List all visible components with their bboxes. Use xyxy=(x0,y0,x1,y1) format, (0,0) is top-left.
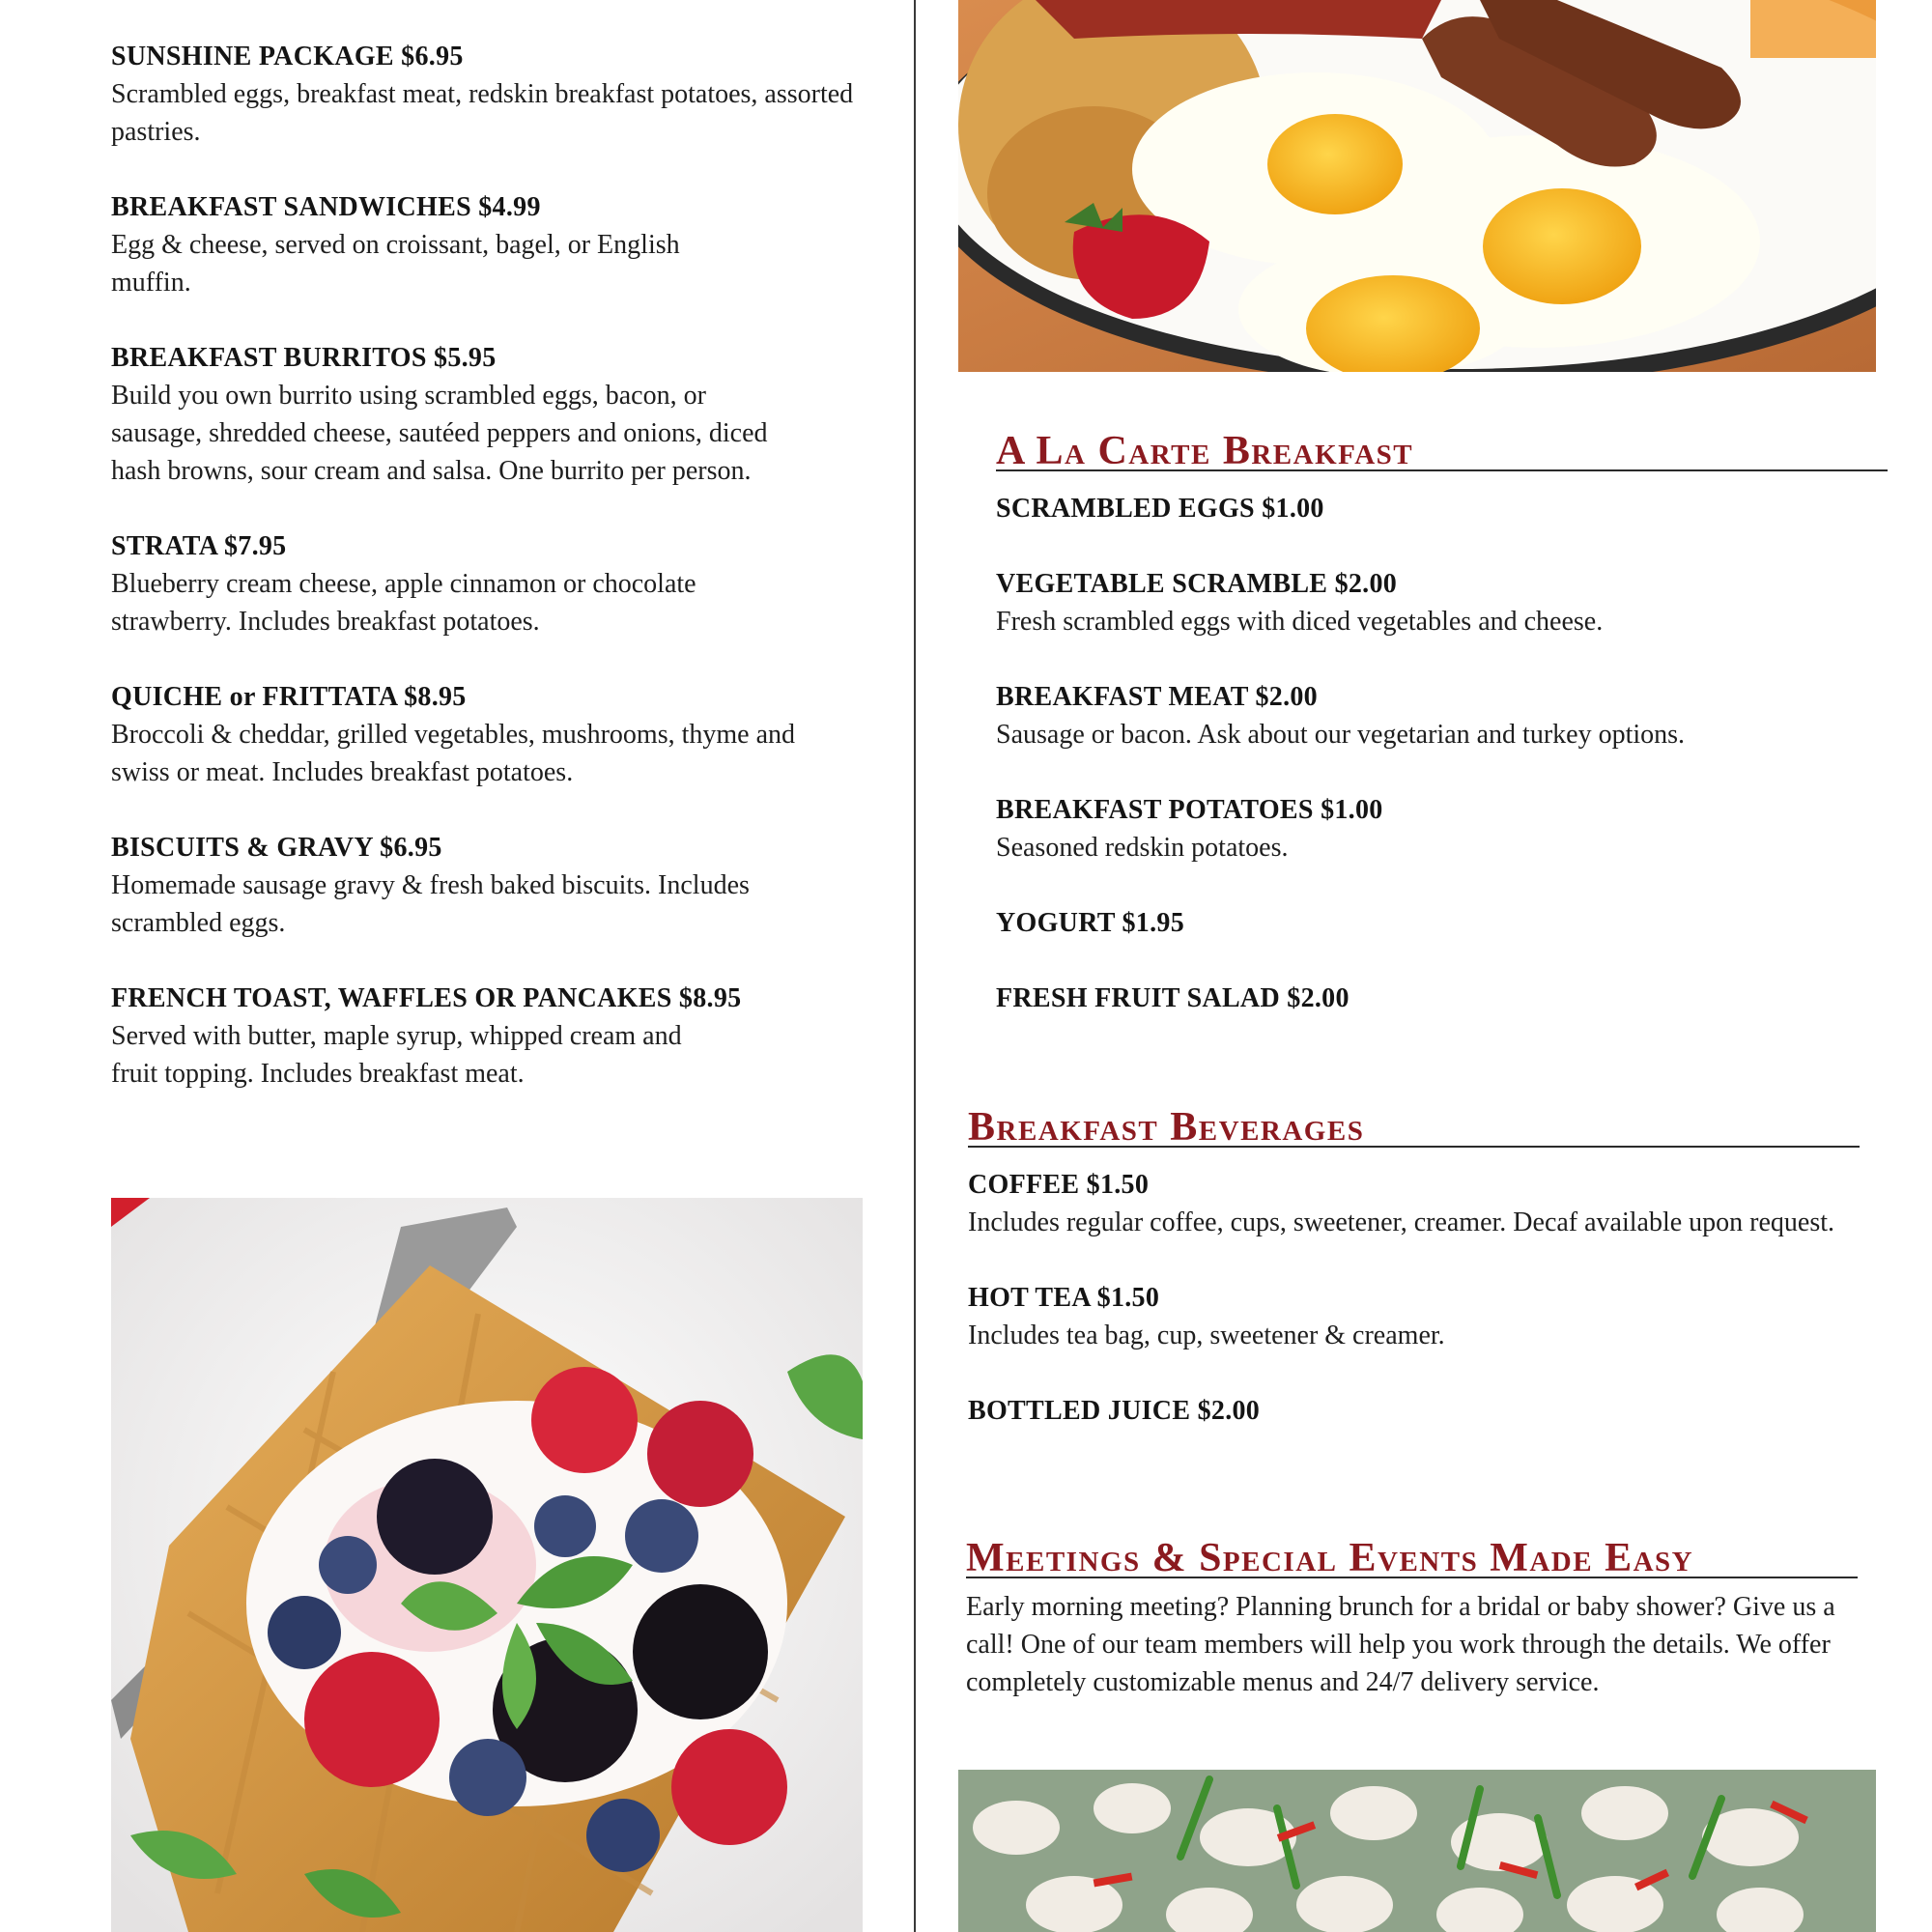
menu-item xyxy=(996,491,1888,527)
menu-item-description: Fresh scrambled eggs with diced vegetables and cheese. xyxy=(996,607,1604,637)
section-body xyxy=(966,1588,1858,1701)
menu-item-title: FRESH FRUIT SALAD $2.00 xyxy=(996,983,1350,1013)
menu-item-description: Blueberry cream cheese, apple cinnamon or chocolate strawberry. Includes breakfast potatoes. xyxy=(111,569,696,637)
menu-item-title: HOT TEA $1.50 xyxy=(968,1283,1160,1313)
menu-item xyxy=(111,528,865,640)
menu-item-title: SCRAMBLED EGGS $1.00 xyxy=(996,494,1324,524)
menu-item-title: YOGURT $1.95 xyxy=(996,908,1185,938)
menu-item-title: QUICHE or FRITTATA $8.95 xyxy=(111,682,467,712)
left-menu-column xyxy=(111,39,865,1131)
menu-item xyxy=(111,39,865,151)
section-body xyxy=(996,491,1888,1017)
menu-item xyxy=(111,189,865,301)
menu-item-title: SUNSHINE PACKAGE $6.95 xyxy=(111,42,464,71)
menu-item-title: COFFEE $1.50 xyxy=(968,1170,1150,1200)
menu-item-description: Seasoned redskin potatoes. xyxy=(996,833,1289,863)
menu-item xyxy=(996,566,1888,640)
menu-item-title: BREAKFAST MEAT $2.00 xyxy=(996,682,1318,712)
catering-platter-photo xyxy=(958,1770,1876,1932)
meetings-events-section xyxy=(966,1534,1858,1701)
menu-item-description: Egg & cheese, served on croissant, bagel, or English muffin. xyxy=(111,230,680,298)
menu-item-title: FRENCH TOAST, WAFFLES OR PANCAKES $8.95 xyxy=(111,983,742,1013)
menu-item-title: BREAKFAST BURRITOS $5.95 xyxy=(111,343,497,373)
section-heading: Breakfast Beverages xyxy=(968,1105,1365,1150)
menu-item xyxy=(996,980,1888,1017)
menu-item xyxy=(111,679,865,791)
menu-item-description: Sausage or bacon. Ask about our vegetarian and turkey options. xyxy=(996,720,1686,750)
waffle-photo xyxy=(111,1198,863,1932)
menu-item xyxy=(996,679,1888,753)
menu-item xyxy=(968,1280,1860,1354)
menu-item-title: BISCUITS & GRAVY $6.95 xyxy=(111,833,442,863)
menu-item xyxy=(111,980,865,1093)
menu-item-description: Scrambled eggs, breakfast meat, redskin breakfast potatoes, assorted pastries. xyxy=(111,79,854,147)
breakfast-plate-photo xyxy=(958,0,1876,372)
menu-item-description: Includes regular coffee, cups, sweetener, creamer. Decaf available upon request. xyxy=(968,1208,1835,1237)
section-body xyxy=(968,1167,1860,1430)
menu-item-title: VEGETABLE SCRAMBLE $2.00 xyxy=(996,569,1398,599)
menu-item-title: BREAKFAST SANDWICHES $4.99 xyxy=(111,192,541,222)
menu-item-description: Broccoli & cheddar, grilled vegetables, mushrooms, thyme and swiss or meat. Includes breakfast potatoes. xyxy=(111,720,796,787)
events-description: Early morning meeting? Planning brunch for a bridal or baby shower? Give us a call! One of our team members will help you work through the details. We offer completely customizable menus and 24/7 delivery service. xyxy=(966,1592,1835,1697)
menu-item xyxy=(996,905,1888,942)
menu-item-description: Build you own burrito using scrambled eggs, bacon, or sausage, shredded cheese, sautéed peppers and onions, diced hash browns, sour cream and salsa. One burrito per person. xyxy=(111,381,768,486)
menu-item xyxy=(996,792,1888,867)
breakfast-beverages-section xyxy=(968,1103,1860,1468)
column-divider xyxy=(914,0,916,1932)
menu-item-title: BREAKFAST POTATOES $1.00 xyxy=(996,795,1383,825)
menu-item-title: BOTTLED JUICE $2.00 xyxy=(968,1396,1261,1426)
menu-item-description: Homemade sausage gravy & fresh baked biscuits. Includes scrambled eggs. xyxy=(111,870,750,938)
menu-item xyxy=(111,830,865,942)
a-la-carte-section xyxy=(996,427,1888,1056)
menu-item-description: Served with butter, maple syrup, whipped cream and fruit topping. Includes breakfast meat. xyxy=(111,1021,682,1089)
menu-item-description: Includes tea bag, cup, sweetener & creamer. xyxy=(968,1321,1445,1350)
menu-item xyxy=(111,340,865,490)
menu-item xyxy=(968,1167,1860,1241)
section-heading: Meetings & Special Events Made Easy xyxy=(966,1536,1694,1580)
menu-item-title: STRATA $7.95 xyxy=(111,531,287,561)
menu-item xyxy=(968,1393,1860,1430)
section-heading: A La Carte Breakfast xyxy=(996,429,1414,473)
